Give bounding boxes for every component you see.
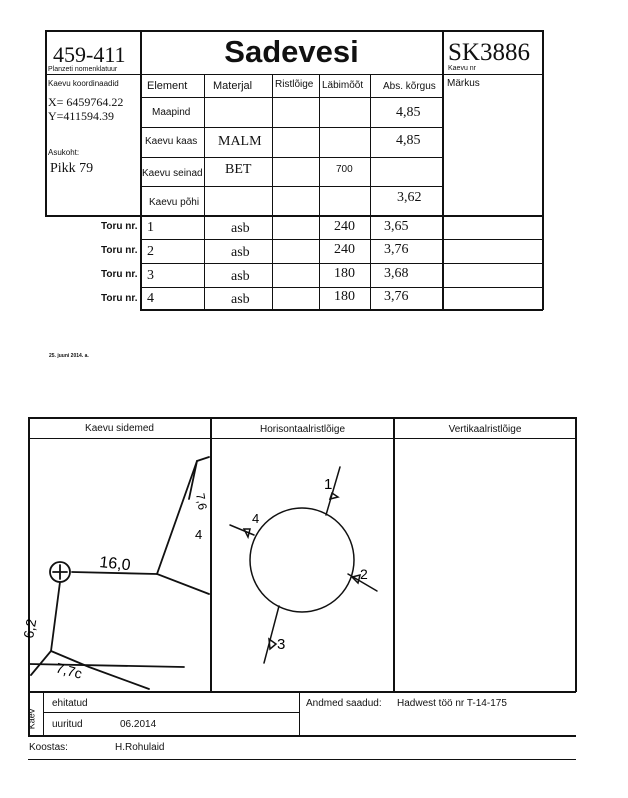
header-markus: Märkus — [447, 78, 480, 89]
pipe-number-label: 2 — [360, 566, 368, 582]
page-title: Sadevesi — [224, 34, 359, 69]
section-title-vertikaal: Vertikaalristlõige — [448, 424, 522, 435]
row-materjal: BET — [225, 162, 252, 177]
row-labimoot: 700 — [336, 164, 353, 175]
header-abs-korgus: Abs. kõrgus — [383, 81, 436, 92]
pipe-label: Toru nr. — [101, 293, 138, 304]
kaev-label: Kaev — [26, 708, 37, 730]
pipe-number-label: 4 — [252, 511, 260, 526]
row-element: Maapind — [152, 107, 191, 118]
pipe-abs: 3,76 — [384, 289, 409, 304]
row-abs: 3,62 — [397, 190, 422, 205]
pipe-materjal: asb — [231, 292, 250, 307]
well-ties-sketch — [20, 439, 210, 691]
pipe-label: Toru nr. — [101, 245, 138, 256]
pipe-labimoot: 180 — [334, 289, 355, 304]
tie-length-label: 4 — [195, 527, 203, 542]
pipe-labimoot: 180 — [334, 266, 355, 281]
pipe-materjal: asb — [231, 269, 250, 284]
tie-length-label: 7,7c — [54, 659, 84, 682]
surveyed-label: uuritud — [52, 719, 83, 730]
coordinate-x: X= 6459764.22 — [48, 95, 124, 109]
row-abs: 4,85 — [396, 105, 421, 120]
pipe-labimoot: 240 — [334, 219, 355, 234]
header-element: Element — [147, 80, 188, 92]
pipe-abs: 3,65 — [384, 219, 409, 234]
pipe-abs: 3,68 — [384, 266, 409, 281]
row-abs: 4,85 — [396, 133, 421, 148]
data-source-label: Andmed saadud: — [306, 698, 382, 709]
author-value: H.Rohulaid — [115, 742, 165, 753]
tie-length-label: 7,6 — [193, 492, 210, 511]
tie-length-label: 16,0 — [98, 554, 132, 575]
document-date: 25. juuni 2014. a. — [49, 353, 89, 359]
row-element: Kaevu kaas — [145, 136, 198, 147]
section-title-sidemed: Kaevu sidemed — [85, 423, 154, 434]
location-value: Pikk 79 — [50, 161, 94, 176]
header-labimoot: Läbimõõt — [322, 80, 364, 91]
header-materjal: Materjal — [213, 80, 253, 92]
pipe-label: Toru nr. — [101, 269, 138, 280]
surveyed-date: 06.2014 — [120, 719, 157, 730]
coordinates-label: Kaevu koordinaadid — [48, 79, 119, 88]
pipe-abs: 3,76 — [384, 242, 409, 257]
pipe-labimoot: 240 — [334, 242, 355, 257]
pipe-materjal: asb — [231, 245, 250, 260]
well-number: SK3886 — [448, 39, 530, 66]
author-label: Koostas: — [29, 742, 68, 753]
pipe-nr: 2 — [147, 244, 154, 259]
row-element: Kaevu seinad — [142, 168, 203, 179]
pipe-number-label: 1 — [324, 476, 333, 493]
location-label: Asukoht: — [48, 148, 80, 157]
section-title-horisontaal: Horisontaalristlõige — [259, 424, 346, 435]
pipe-nr: 4 — [147, 291, 154, 306]
horizontal-section-sketch — [212, 439, 393, 691]
header-ristloige: Ristlõige — [275, 79, 314, 90]
map-sheet-label: Planzeti nomenklatuur — [48, 66, 118, 73]
pipe-nr: 3 — [147, 268, 154, 283]
row-materjal: MALM — [218, 134, 262, 149]
pipe-nr: 1 — [147, 220, 154, 235]
map-sheet-number: 459-411 — [53, 42, 126, 67]
row-element: Kaevu põhi — [149, 197, 200, 208]
data-source-value: Hadwest töö nr T-14-175 — [397, 698, 507, 709]
pipe-label: Toru nr. — [101, 221, 138, 232]
tie-length-label: 6,2 — [20, 617, 40, 640]
built-label: ehitatud — [52, 698, 88, 709]
coordinate-y: Y=411594.39 — [48, 109, 114, 123]
well-number-label: Kaevu nr — [448, 65, 477, 72]
pipe-materjal: asb — [231, 221, 250, 236]
pipe-number-label: 3 — [277, 636, 286, 653]
